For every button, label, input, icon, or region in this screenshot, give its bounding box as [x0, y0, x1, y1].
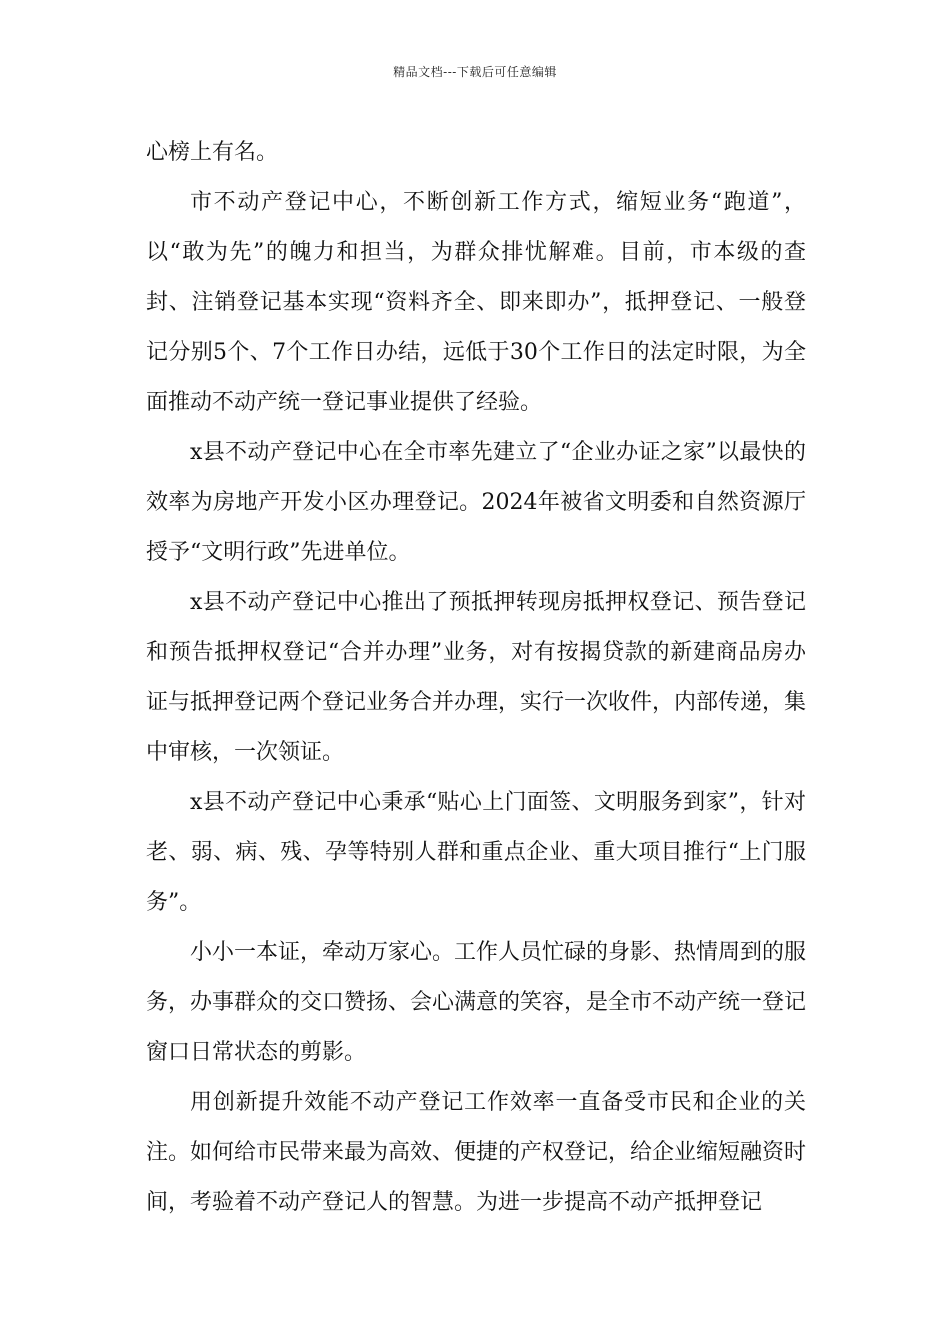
paragraph: 用创新提升效能不动产登记工作效率一直备受市民和企业的关注。如何给市民带来最为高效、便捷的产权登记，给企业缩短融资时间，考验着不动产登记人的智慧。为进一步提高不动产抵押登记	[146, 1090, 807, 1215]
paragraph: x县不动产登记中心秉承“贴心上门面签、文明服务到家”，针对老、弱、病、残、孕等特别人群和重点企业、重大项目推行“上门服务”。	[146, 790, 806, 915]
paragraph: x县不动产登记中心推出了预抵押转现房抵押权登记、预告登记和预告抵押权登记“合并办理”业务，对有按揭贷款的新建商品房办证与抵押登记两个登记业务合并办理，实行一次收件，内部传递，集中审核，一次领证。	[146, 590, 807, 765]
paragraph: 市不动产登记中心，不断创新工作方式，缩短业务“跑道”，以“敢为先”的魄力和担当，为群众排忧解难。目前，市本级的查封、注销登记基本实现“资料齐全、即来即办”，抵押登记、一般登记分别5个、7个工作日办结，远低于30个工作日的法定时限，为全面推动不动产统一登记事业提供了经验。	[146, 190, 806, 415]
paragraph-continuation: 心榜上有名。	[146, 140, 279, 165]
page-header: 精品文档---下载后可任意编辑	[393, 65, 557, 79]
paragraph: 小小一本证，牵动万家心。工作人员忙碌的身影、热情周到的服务，办事群众的交口赞扬、会心满意的笑容，是全市不动产统一登记窗口日常状态的剪影。	[146, 940, 807, 1065]
paragraph: x县不动产登记中心在全市率先建立了“企业办证之家”以最快的效率为房地产开发小区办理登记。2024年被省文明委和自然资源厅授予“文明行政”先进单位。	[146, 440, 806, 565]
document-body	[146, 128, 806, 1228]
